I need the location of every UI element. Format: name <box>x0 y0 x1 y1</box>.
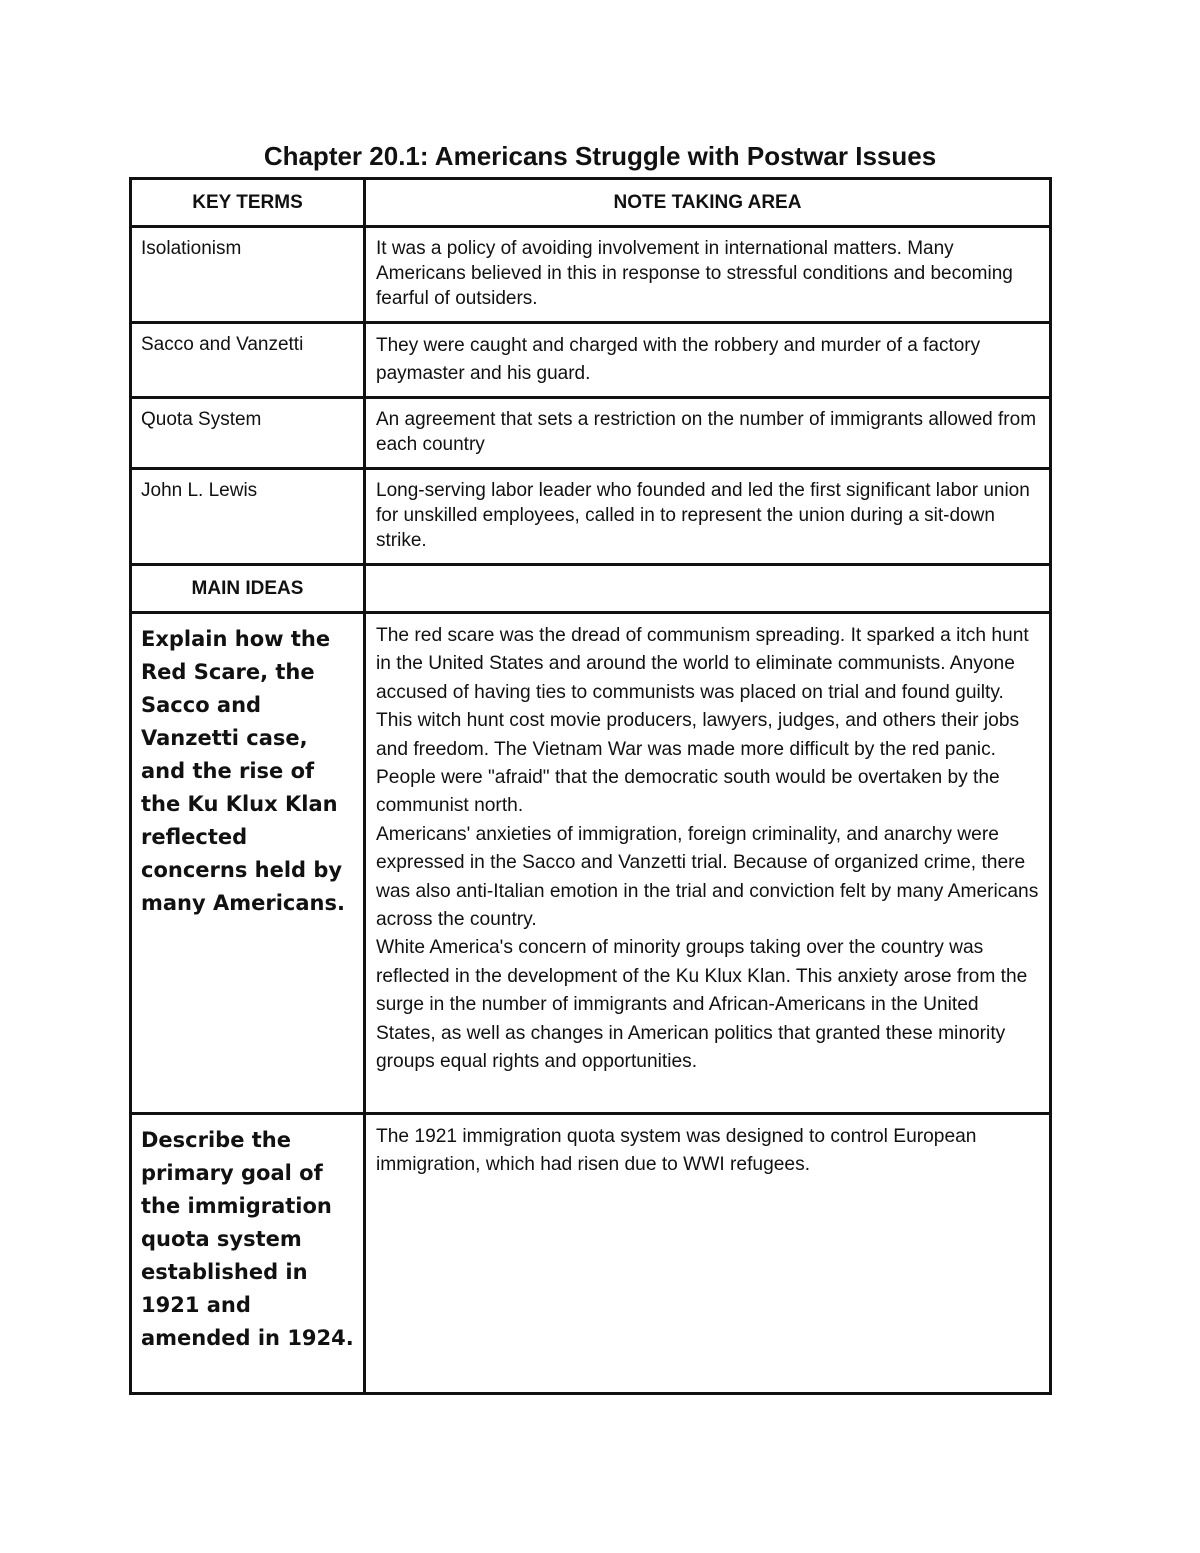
main-idea-row <box>131 1114 1051 1394</box>
main-idea-answer <box>365 613 1051 1114</box>
key-terms-header: KEY TERMS <box>131 179 365 227</box>
page-title: Chapter 20.1: Americans Struggle with Postwar Issues <box>263 141 937 171</box>
notes-table <box>129 177 1052 1395</box>
answer-paragraph: The 1921 immigration quota system was designed to control European immigration, which had risen due to WWI refugees. <box>376 1126 977 1176</box>
answer-paragraph: Americans' anxieties of immigration, foreign criminality, and anarchy were expressed in the Sacco and Vanzetti trial. Because of organized crime, there was also anti-Italian emotion in the trial and conviction felt by many Americans across the country. <box>376 823 1039 931</box>
main-idea-answer <box>365 1114 1051 1394</box>
note-taking-area-header: NOTE TAKING AREA <box>365 179 1051 227</box>
answer-paragraph: The red scare was the dread of communism spreading. It sparked a itch hunt in the United States and around the world to eliminate communists. Anyone accused of having ties to communists was placed on trial and found guilty. This witch hunt cost movie producers, lawyers, judges, and others their jobs and freedom. The Vietnam War was made more difficult by the red panic. People were "afraid" that the democratic south would be overtaken by the communist north. <box>376 625 1029 817</box>
term-cell: Isolationism <box>131 227 365 323</box>
main-ideas-header-row <box>131 565 1051 613</box>
header-row <box>131 179 1051 227</box>
term-row <box>131 469 1051 565</box>
note-cell: Long-serving labor leader who founded and led the first significant labor union for unskilled employees, called in to represent the union during a sit-down strike. <box>365 469 1051 565</box>
term-cell: Sacco and Vanzetti <box>131 323 365 398</box>
main-ideas-header-empty-cell <box>365 565 1051 613</box>
note-cell: It was a policy of avoiding involvement in international matters. Many Americans believed in this in response to stressful conditions and becoming fearful of outsiders. <box>365 227 1051 323</box>
term-row <box>131 323 1051 398</box>
term-row <box>131 227 1051 323</box>
main-idea-question: Describe the primary goal of the immigration quota system established in 1921 and amended in 1924. <box>131 1114 365 1394</box>
term-row <box>131 398 1051 469</box>
main-ideas-header: MAIN IDEAS <box>131 565 365 613</box>
note-cell: They were caught and charged with the robbery and murder of a factory paymaster and his guard. <box>365 323 1051 398</box>
term-cell: Quota System <box>131 398 365 469</box>
note-cell: An agreement that sets a restriction on the number of immigrants allowed from each country <box>365 398 1051 469</box>
answer-paragraph: White America's concern of minority groups taking over the country was reflected in the development of the Ku Klux Klan. This anxiety arose from the surge in the number of immigrants and African-Americans in the United States, as well as changes in American politics that granted these minority groups equal rights and opportunities. <box>376 937 1028 1073</box>
term-cell: John L. Lewis <box>131 469 365 565</box>
main-idea-question: Explain how the Red Scare, the Sacco and Vanzetti case, and the rise of the Ku Klux Klan reflected concerns held by many Americans. <box>131 613 365 1114</box>
main-idea-row <box>131 613 1051 1114</box>
